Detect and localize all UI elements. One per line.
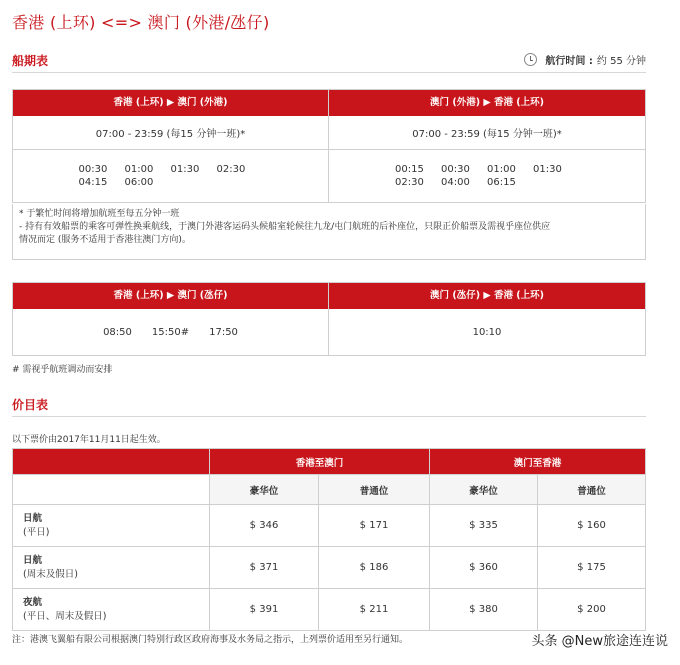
departure-time: 00:30	[78, 164, 108, 175]
schedule-heading: 船期表	[12, 54, 49, 68]
outer-harbour-schedule	[12, 89, 646, 203]
sailing-note: (平日、周末及假日)	[23, 610, 107, 622]
price-heading: 价目表	[12, 398, 49, 412]
sailing-type: 夜航	[23, 596, 43, 608]
macau-to-hk-column	[329, 90, 645, 202]
watermark: 头条 @New旅途连连说	[531, 634, 668, 649]
night-times	[79, 164, 263, 188]
price-footer-note: 注：港澳飞翼船有限公司根据澳门特别行政区政府海事及水务局之指示，上列票价适用至另行通知。	[12, 635, 409, 645]
fare: $ 380	[430, 589, 538, 631]
fare: $ 391	[210, 589, 319, 631]
departure-time: 06:15	[487, 177, 516, 188]
fare: $ 346	[210, 505, 319, 547]
fare: $ 160	[538, 505, 646, 547]
duration-info	[524, 52, 646, 67]
table-row	[13, 589, 646, 631]
departure-time: 10:10	[472, 326, 502, 338]
page-title: 香港 (上环) <=> 澳门 (外港/氹仔)	[12, 13, 270, 32]
day-service: 07:00 - 23:59 (每15 分钟一班)*	[329, 116, 645, 150]
fare: $ 186	[319, 547, 430, 589]
taipa-schedule	[12, 282, 646, 356]
departure-time: 08:50	[103, 326, 132, 338]
taipa-times	[329, 309, 645, 355]
price-table	[12, 448, 646, 631]
departure-time: 06:00	[124, 177, 154, 188]
departure-time: 04:15	[78, 177, 108, 188]
departure-time: 02:30	[395, 177, 424, 188]
departure-time: 01:30	[533, 164, 562, 175]
departure-time: 01:30	[170, 164, 200, 175]
departure-time: 00:15	[395, 164, 424, 175]
duration-value: 约 55 分钟	[596, 56, 646, 67]
fare: $ 171	[319, 505, 430, 547]
sailing-note: (周末及假日)	[23, 568, 78, 580]
departure-time: 00:30	[441, 164, 470, 175]
clock-icon	[524, 53, 537, 66]
departure-time: 17:50	[209, 326, 238, 338]
fare: $ 211	[319, 589, 430, 631]
class-header: 豪华位	[430, 475, 538, 505]
taipa-to-hk-column	[329, 283, 645, 355]
fare: $ 175	[538, 547, 646, 589]
class-header: 普通位	[538, 475, 646, 505]
note-line: 情况而定 (服务不适用于香港往澳门方向)。	[19, 235, 191, 245]
day-service: 07:00 - 23:59 (每15 分钟一班)*	[13, 116, 328, 150]
fare: $ 335	[430, 505, 538, 547]
table-row	[13, 547, 646, 589]
taipa-times	[13, 309, 328, 355]
departure-time: 02:30	[216, 164, 246, 175]
hk-to-macau-column	[13, 90, 329, 202]
divider	[12, 416, 646, 417]
group-header: 澳门至香港	[430, 449, 646, 475]
column-header: 香港 (上环) ▶ 澳门 (氹仔)	[13, 283, 328, 309]
fare: $ 371	[210, 547, 319, 589]
group-header: 香港至澳门	[210, 449, 430, 475]
departure-time: 04:00	[441, 177, 470, 188]
fare: $ 360	[430, 547, 538, 589]
column-header: 香港 (上环) ▶ 澳门 (外港)	[13, 90, 328, 116]
effective-date: 以下票价由2017年11月11日起生效。	[12, 435, 166, 445]
column-header: 澳门 (外港) ▶ 香港 (上环)	[329, 90, 645, 116]
column-header: 澳门 (氹仔) ▶ 香港 (上环)	[329, 283, 645, 309]
fare: $ 200	[538, 589, 646, 631]
class-header: 豪华位	[210, 475, 319, 505]
departure-time: 01:00	[124, 164, 154, 175]
departure-time: 01:00	[487, 164, 516, 175]
schedule-notes	[12, 204, 646, 260]
departure-time: 15:50#	[151, 326, 190, 338]
sailing-note: (平日)	[23, 526, 50, 538]
duration-label: 航行时间 :	[545, 56, 593, 67]
table-row	[13, 505, 646, 547]
sailing-type: 日航	[23, 512, 43, 524]
hk-to-taipa-column	[13, 283, 329, 355]
class-header: 普通位	[319, 475, 430, 505]
night-times	[395, 164, 579, 188]
note-line: - 持有有效船票的乘客可弹性换乘航线，于澳门外港客运码头候船室轮候往九龙/屯门航班的后补座位，只限正价船票及需视乎座位供应	[19, 222, 551, 232]
sailing-type: 日航	[23, 554, 43, 566]
taipa-note: # 需视乎航班调动而安排	[12, 365, 113, 375]
divider	[12, 72, 646, 73]
note-line: * 于繁忙时间将增加航班至每五分钟一班	[19, 209, 180, 219]
